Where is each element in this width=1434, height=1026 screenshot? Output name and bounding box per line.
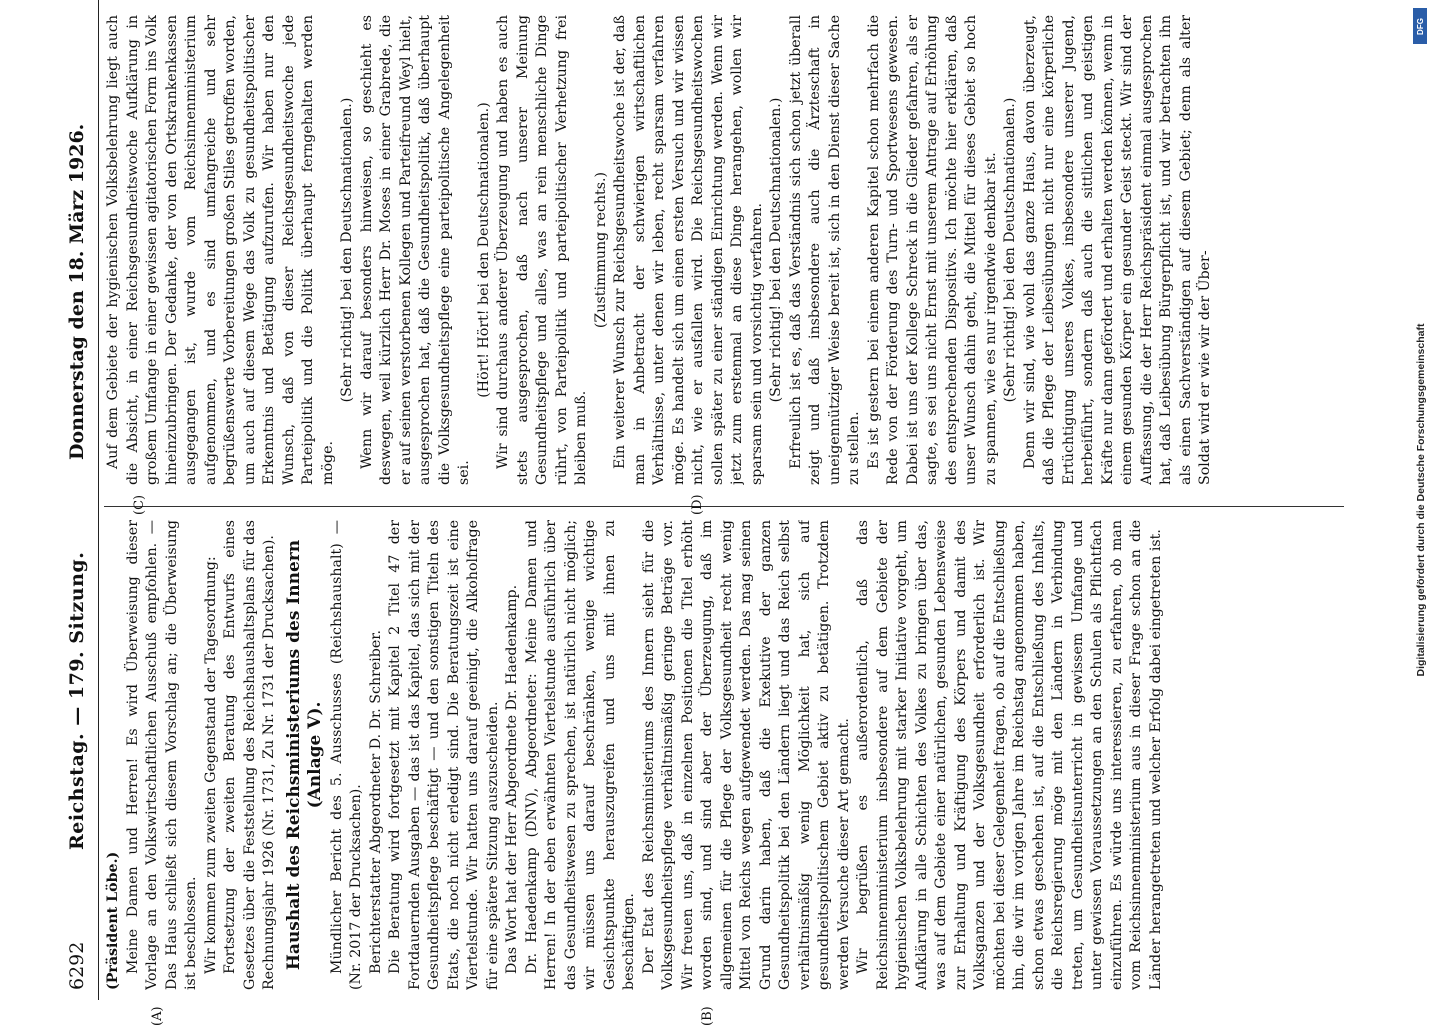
- speech-paragraph: Denn wir sind, wie wohl das ganze Haus, davon überzeugt, daß die Pflege der Leibesübungen nicht nur eine körperliche Ertüchtigung unseres Volkes, insbesondere unserer Jugend, herbeiführt, sondern daß auch die sittlichen und geistigen Kräfte nur dann gefördert und erhalten werden können, wenn in einem gesunden Körper ein gesunder Geist steckt. Wir sind der Auffassung, die der Herr Reichspräsident einmal ausgesprochen hat, daß Leibesübung Bürgerpflicht ist, und wir betrachten ihn als einen Sachverständigen auf diesem Gebiet; denn als alter Soldat wird er wie wir der Über-: [1021, 15, 1213, 485]
- paragraph: Wir kommen zum zweiten Gegenstand der Tagesordnung:: [202, 556, 219, 974]
- speech-paragraph: Wir sind durchaus anderer Überzeugung und haben es auch stets ausgesprochen, daß nach unserer Meinung Gesundheitspflege und alles, was an rein menschliche Dinge rührt, von Parteipolitik und parteipolitischer Verhetzung frei bleiben muß.: [495, 15, 589, 485]
- interjection: (Sehr richtig! bei den Deutschnationalen.): [768, 97, 784, 403]
- agenda-item: Fortsetzung der zweiten Beratung des Entwurfs eines Gesetzes über die Feststellung des Reichshaushaltsplans für das Rechnungsjahr 1926 (Nr. 1731, Zu Nr. 1731 der Drucksachen).: [222, 520, 277, 990]
- sitting-title: Reichstag. — 179. Sitzung.: [66, 551, 88, 850]
- paragraph: Das Wort hat der Herr Abgeordnete Dr. Haedenkamp.: [504, 584, 520, 974]
- interjection: (Sehr richtig! bei den Deutschnationalen.): [339, 97, 355, 403]
- session-date: Donnerstag den 18. März 1926.: [66, 123, 88, 460]
- speaker-label: (Präsident Löbe.): [105, 851, 121, 990]
- speech-paragraph: Der Etat des Reichsministeriums des Innern sieht für die Volksgesundheitspflege verhältnismäßig geringe Beträge vor. Wir freuen uns, daß in einzelnen Positionen die Titel erhöht worden sind, und sind aber der Überzeugung, daß im allgemeinen für die Pflege der Volksgesundheit recht wenig Mittel von Reichs wegen aufgewendet werden. Das mag seinen Grund darin haben, daß die Exekutive der ganzen Gesundheitspolitik bei den Ländern liegt und das Reich selbst verhältnismäßig wenig Möglichkeit hat, sich auf gesundheitspolitischem Gebiet aktiv zu betätigen. Trotzdem werden Versuche dieser Art gemacht.: [640, 520, 852, 990]
- column-divider: [104, 506, 1344, 507]
- interjection: (Zustimmung rechts.): [592, 171, 609, 329]
- dfg-logo-icon: DFG: [1413, 8, 1427, 44]
- paragraph: Die Beratung wird fortgesetzt mit Kapitel 2 Titel 47 der Fortdauernden Ausgaben — das ist das Kapitel, das sich mit der Gesundheitspflege beschäftigt — und den sonstigen Titeln des Etats, die noch nicht erledigt sind. Die Beratungszeit ist eine Viertelstunde. Wir hatten uns darauf geeinigt, die Alkoholfrage für eine spätere Sitzung auszuscheiden.: [387, 520, 501, 990]
- left-column: [104, 520, 1344, 990]
- digitization-credit: Digitalisierung gefördert durch die Deutsche Forschungsgemeinschaft: [1415, 323, 1427, 677]
- interjection: (Hört! Hört! bei den Deutschnationalen.): [475, 102, 492, 398]
- rotated-sheet: [60, 0, 1360, 1026]
- speech-paragraph: Wenn wir darauf besonders hinweisen, so geschieht es deswegen, weil kürzlich Herr Dr. Moses in einer Grabrede, die er auf seinen verstorbenen Kollegen und Parteifreund Weyl hielt, ausgesprochen hat, daß die Gesundheitspolitik, daß überhaupt die Volksgesundheitspflege eine parteipolitische Angelegenheit sei.: [358, 15, 472, 485]
- header-rule: [98, 0, 99, 1000]
- section-heading: Haushalt des Reichsministeriums des Innern (Anlage V).: [283, 539, 325, 971]
- margin-mark-a: (A): [150, 1006, 165, 1026]
- speech-paragraph: Erfreulich ist es, daß das Verständnis sich schon jetzt überall zeigt und daß insbesondere auch die Ärzteschaft in uneigennütziger Weise bereit ist, sich in den Dienst dieser Sache zu stellen.: [787, 15, 862, 485]
- margin-mark-b: (B): [700, 1006, 715, 1026]
- running-header: [60, 0, 94, 1000]
- paragraph: Berichterstatter Abgeordneter D. Dr. Schreiber.: [367, 629, 384, 974]
- margin-mark-d: (D): [690, 494, 705, 515]
- right-column: [104, 15, 1344, 485]
- speech-paragraph: Ein weiterer Wunsch zur Reichsgesundheitswoche ist der, daß man in Anbetracht der schwierigen wirtschaftlichen Verhältnisse, unter denen wir leben, recht sparsam verfahren möge. Es handelt sich um einen ersten Versuch und wir wissen nicht, wie er ausfallen wird. Die Reichsgesundheitswochen sollen später zu einer ständigen Einrichtung werden. Wenn wir jetzt zum erstenmal an diese Dinge herangehen, wollen wir sparsam sein und vorsichtig verfahren.: [612, 15, 765, 485]
- margin-mark-c: (C): [132, 494, 147, 515]
- speech-paragraph: Wir begrüßen es außerordentlich, daß das Reichsinnenministerium insbesondere auf dem Gebiete der hygienischen Volksbelehrung mit starker Initiative vorgeht, um Aufklärung in alle Schichten des Volkes zu bringen über das, was auf dem Gebiete einer natürlichen, gesunden Lebensweise zur Erhaltung und Kräftigung des Körpers und damit des Volksganzen und der Volksgesundheit erforderlich ist. Wir möchten bei dieser Gelegenheit fragen, ob auf die Entschließung hin, die wir im vorigen Jahre im Reichstag angenommen haben, schon etwas geschehen ist, auf die Entschließung des Inhalts, die Reichsregierung möge mit den Ländern in Verbindung treten, um Gesundheitsunterricht in gewissem Umfange und unter gewissen Voraussetzungen an den Schulen als Pflichtfach einzuführen. Es würde uns interessieren, zu erfahren, ob man vom Reichsinnenministerium aus in dieser Frage schon an die Länder herangetreten und welcher Erfolg dabei eingetreten ist.: [855, 520, 1164, 990]
- digitization-sidebar: [1410, 0, 1432, 1000]
- page-number: 6292: [66, 941, 88, 990]
- speech-paragraph: Dr. Haedenkamp (DNV), Abgeordneter: Meine Damen und Herren! In der eben erwähnten Viertelstunde ausführlich über das Gesundheitswesen zu sprechen, ist natürlich nicht möglich; wir müssen uns darauf beschränken, wenige wichtige Gesichtspunkte herauszugreifen und uns mit ihnen zu beschäftigen.: [523, 520, 637, 990]
- paragraph: Mündlicher Bericht des 5. Ausschusses (Reichshaushalt) — (Nr. 2017 der Drucksachen).: [328, 520, 364, 990]
- speech-paragraph: Es ist gestern bei einem anderen Kapitel schon mehrfach die Rede von der Förderung des Turn- und Sportwesens gewesen. Dabei ist uns der Kollege Schreck in die Glieder gefahren, als er sagte, es sei uns nicht Ernst mit unserem Antrage auf Erhöhung des entsprechenden Dispositivs. Ich möchte hier erklären, daß unser Wunsch dahin geht, die Mittel für dieses Gebiet so hoch zu spannen, wie es nur irgendwie denkbar ist.: [865, 15, 999, 485]
- speech-paragraph: Auf dem Gebiete der hygienischen Volksbelehrung liegt auch die Absicht, in einer Reichsgesundheitswoche Aufklärung in großem Umfange in einer gewissen agitatorischen Form ins Volk hineinzubringen. Der Gedanke, der von den Ortskrankenkassen ausgegangen ist, wurde vom Reichsinnenministerium aufgenommen, und es sind umfangreiche und sehr begrüßenswerte Vorbereitungen großen Stiles getroffen worden, um auch auf diesem Wege das Volk zu gesundheitspolitischer Erkenntnis und Betätigung aufzurufen. Wir haben nur den Wunsch, daß von dieser Reichsgesundheitswoche jede Parteipolitik und die Politik überhaupt ferngehalten werden möge.: [105, 15, 336, 485]
- interjection: (Sehr richtig! bei den Deutschnationalen.): [1002, 97, 1018, 403]
- paragraph: Meine Damen und Herren! Es wird Überweisung dieser Vorlage an den Volkswirtschaftlichen Ausschuß empfohlen. — Das Haus schließt sich diesem Vorschlag an; die Überweisung ist beschlossen.: [124, 520, 199, 990]
